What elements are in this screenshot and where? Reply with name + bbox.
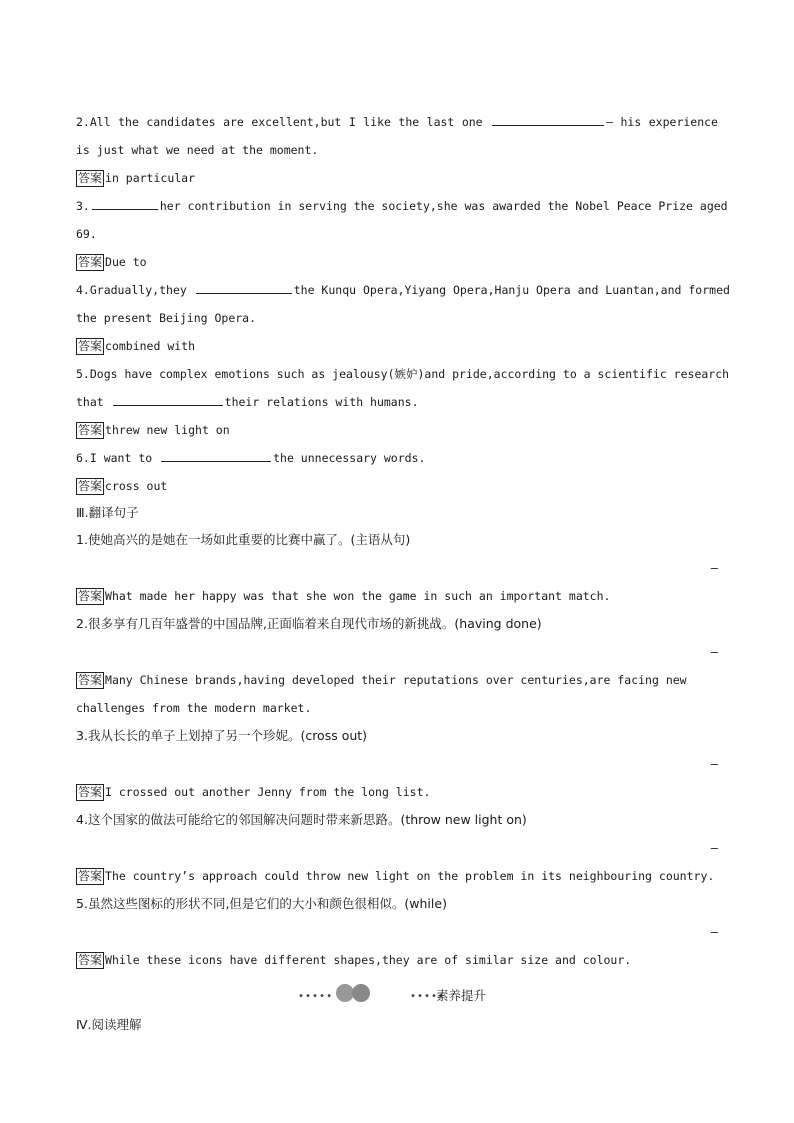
question-5-line-2: that their relations with humans. — [76, 388, 718, 416]
answer-blank[interactable] — [161, 447, 271, 462]
question-2-line-1: 2.All the candidates are excellent,but I like the last one — his experience — [76, 108, 718, 136]
answer-key-badge: 答案 — [78, 785, 103, 799]
translation-4-answer: 答案 The country’s approach could throw new light on the problem in its neighbouring country. — [78, 869, 715, 883]
answer-blank[interactable] — [196, 279, 292, 294]
answer-key-badge: 答案 — [78, 869, 103, 883]
question-5-line-1: 5.Dogs have complex emotions such as jealousy(嫉妒)and pride,according to a scientific research — [76, 367, 730, 381]
translation-1-answer: 答案 What made her happy was that she won the game in such an important match. — [78, 589, 611, 603]
answer-6: 答案 cross out — [78, 479, 168, 493]
translation-4-blank-dash: — — [710, 841, 718, 855]
question-3-line-2: 69. — [76, 227, 97, 241]
translation-1-prompt: 1.使她高兴的是她在一场如此重要的比赛中赢了。(主语从句) — [76, 532, 411, 547]
divider-dots-right: ••••• — [410, 991, 446, 1002]
translation-5-prompt: 5.虽然这些图标的形状不同,但是它们的大小和颜色很相似。(while) — [76, 896, 447, 911]
answer-key-badge: 答案 — [78, 423, 103, 437]
answer-blank[interactable] — [92, 195, 158, 210]
divider-dots-left: ••••• — [298, 991, 334, 1002]
answer-key-badge: 答案 — [78, 673, 103, 687]
translation-2-answer-line-2: challenges from the modern market. — [76, 701, 312, 715]
translation-3-prompt: 3.我从长长的单子上划掉了另一个珍妮。(cross out) — [76, 728, 368, 743]
translation-4-prompt: 4.这个国家的做法可能给它的邻国解决问题时带来新思路。(throw new light on) — [76, 812, 527, 827]
question-3-line-1: 3. her contribution in serving the society,she was awarded the Nobel Peace Prize aged — [76, 192, 718, 220]
section-divider — [76, 978, 718, 1008]
answer-key-badge: 答案 — [78, 171, 103, 185]
translation-3-answer: 答案 I crossed out another Jenny from the long list. — [78, 785, 431, 799]
answer-key-badge: 答案 — [78, 953, 103, 967]
answer-key-badge: 答案 — [78, 255, 103, 269]
circles-icon — [332, 982, 378, 1004]
answer-blank[interactable] — [492, 111, 604, 126]
answer-4: 答案 combined with — [78, 339, 196, 353]
translation-3-blank-dash: — — [710, 757, 718, 771]
question-2-line-2: is just what we need at the moment. — [76, 143, 319, 157]
divider-label: 素养提升 — [436, 988, 487, 1003]
section-4-title: Ⅳ.阅读理解 — [76, 1017, 142, 1032]
document-page — [76, 108, 730, 1032]
question-4-line-2: the present Beijing Opera. — [76, 311, 257, 325]
translation-2-answer-line-1: 答案 Many Chinese brands,having developed their reputations over centuries,are facing new — [78, 673, 687, 687]
answer-key-badge: 答案 — [78, 479, 103, 493]
translation-5-blank-dash: — — [710, 925, 718, 939]
question-4-line-1: 4.Gradually,they the Kunqu Opera,Yiyang Opera,Hanju Opera and Luantan,and formed — [76, 276, 718, 304]
section-3-title: Ⅲ.翻译句子 — [76, 505, 139, 520]
answer-3: 答案 Due to — [78, 255, 147, 269]
translation-5-answer: 答案 While these icons have different shapes,they are of similar size and colour. — [78, 953, 632, 967]
question-6-line-1: 6.I want to the unnecessary words. — [76, 444, 718, 472]
translation-2-blank-dash: — — [710, 645, 718, 659]
answer-key-badge: 答案 — [78, 589, 103, 603]
answer-5: 答案 threw new light on — [78, 423, 230, 437]
answer-key-badge: 答案 — [78, 339, 103, 353]
translation-1-blank-dash: — — [710, 561, 718, 575]
answer-blank[interactable] — [113, 391, 223, 406]
translation-2-prompt: 2.很多享有几百年盛誉的中国品牌,正面临着来自现代市场的新挑战。(having done) — [76, 616, 542, 631]
answer-2: 答案 in particular — [78, 171, 196, 185]
